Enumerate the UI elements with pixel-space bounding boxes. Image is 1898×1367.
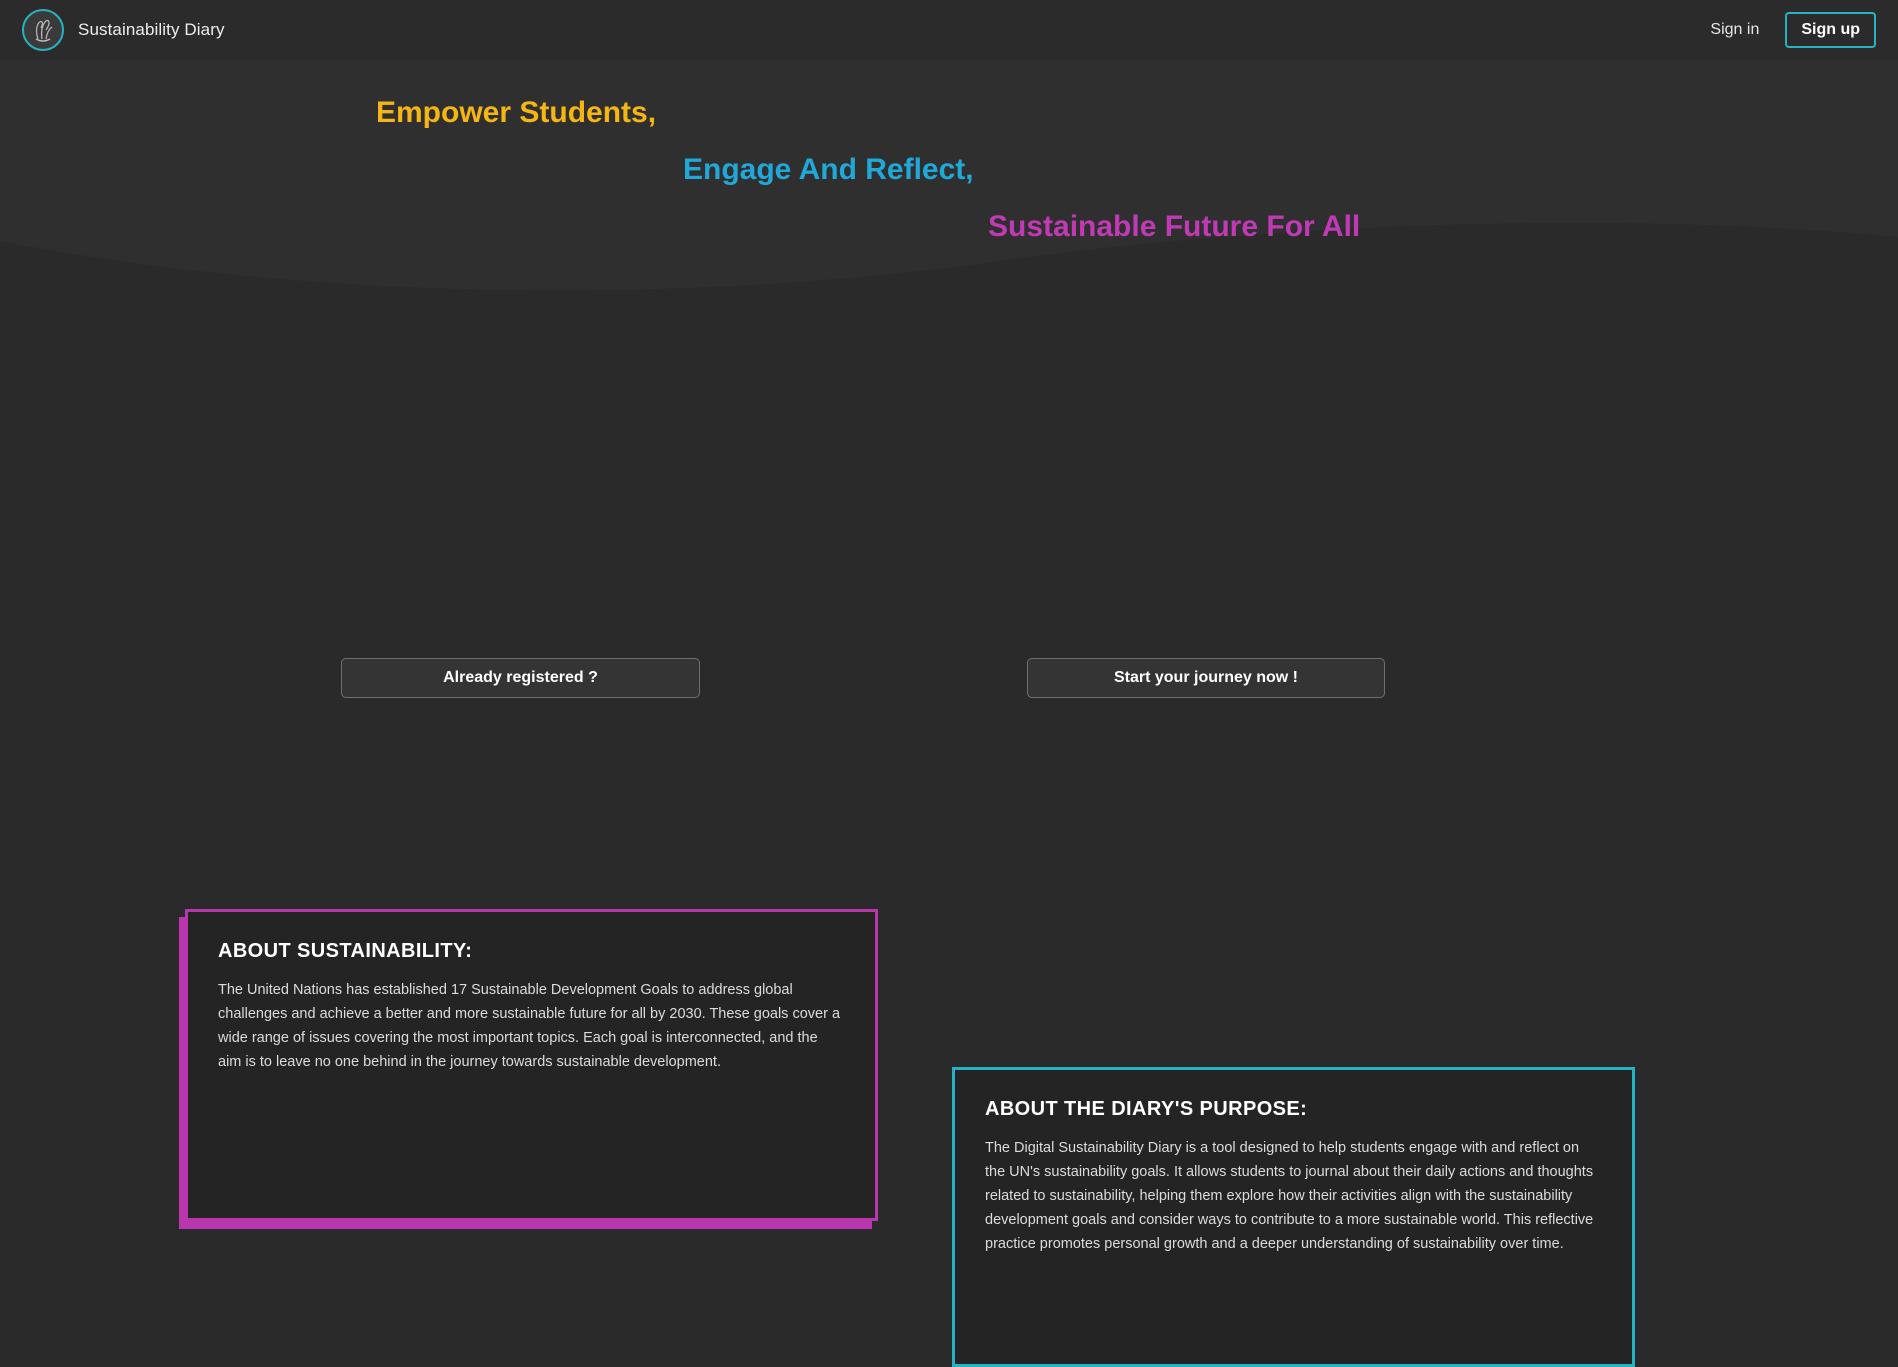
brand[interactable] bbox=[22, 9, 225, 51]
headline-line-1: Empower Students, bbox=[376, 96, 657, 129]
start-journey-button[interactable]: Start your journey now ! bbox=[1027, 658, 1385, 698]
about-sustainability-card bbox=[185, 909, 878, 1221]
already-registered-button[interactable]: Already registered ? bbox=[341, 658, 700, 698]
about-diary-purpose-card bbox=[952, 1067, 1635, 1367]
hero-headlines bbox=[0, 60, 1898, 242]
sign-up-button[interactable]: Sign up bbox=[1785, 12, 1876, 48]
headline-line-3: Sustainable Future For All bbox=[988, 210, 1361, 243]
about-diary-purpose-title: ABOUT THE DIARY'S PURPOSE: bbox=[985, 1098, 1308, 1120]
header-actions bbox=[1710, 12, 1876, 48]
headline-line-2: Engage And Reflect, bbox=[683, 153, 974, 186]
about-sustainability-title: ABOUT SUSTAINABILITY: bbox=[218, 940, 473, 962]
about-sustainability-body: The United Nations has established 17 Sustainable Development Goals to address global challenges and achieve a better and more sustainable future for all by 2030. These goals cover a wide range of issues covering the most important topics. Each goal is interconnected, and the aim is to leave no one behind in the journey towards sustainable development. bbox=[218, 982, 841, 1070]
hero-section bbox=[0, 60, 1898, 295]
main-content bbox=[0, 295, 1898, 1252]
sign-in-link[interactable]: Sign in bbox=[1710, 21, 1760, 38]
brand-name: Sustainability Diary bbox=[78, 20, 225, 39]
hand-plant-logo-icon bbox=[22, 9, 64, 51]
about-diary-purpose-body: The Digital Sustainability Diary is a tool designed to help students engage with and reflect on the UN's sustainability goals. It allows students to journal about their daily actions and thoughts related to sustainability, helping them explore how their activities align with the sustainability development goals and consider ways to contribute to a more sustainable world. This reflective practice promotes personal growth and a deeper understanding of sustainability over time. bbox=[985, 1140, 1594, 1252]
site-header bbox=[0, 0, 1898, 60]
